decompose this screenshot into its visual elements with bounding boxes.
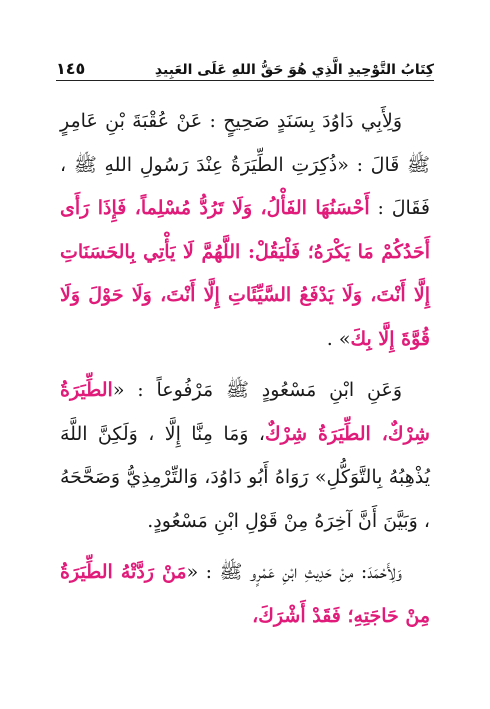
page-number: ١٤٥ [56,59,86,78]
hadith-text-highlighted: الطِّيَرَةُ شِرْكٌ، الطِّيَرَةُ شِرْكٌ [60,379,430,445]
narration-text-continued: ، وَمَا مِنَّا إِلَّا ، وَلَكِنَّ اللَّهَ يُذْهِبُهُ بِالتَّوَكُّلِ» رَوَاهُ أَبُو دَاوُدَ، وَالتِّرْمِذِيُّ وَصَحَّحَهُ ، وَبَيَّنَ أَنَّ آخِرَهُ مِنْ قَوْلِ ابْنِ مَسْعُودٍ. [60,422,430,532]
closing-quote: » . [326,327,351,350]
hadith-text-highlighted: مَنْ رَدَّتْهُ الطِّيَرَةُ مِنْ حَاجَتِهِ؛ فَقَدْ أَشْرَكَ، [60,561,430,627]
page-header [56,50,434,78]
paragraph-abu-dawud-uqba [60,100,430,361]
paragraph-ibn-masud [60,369,430,543]
page-body [60,100,430,646]
running-title: كِتَابُ التَّوْحِيدِ الَّذِي هُوَ حَقُّ اللهِ عَلَى العَبِيدِ [154,62,434,78]
narration-text: وَعَنِ ابْنِ مَسْعُودٍ ﷺ مَرْفُوعاً : « [112,379,402,401]
paragraph-ahmad-ibn-amr [60,551,430,638]
header-divider [56,80,434,81]
narration-text: وَلِأَبِي دَاوُدَ بِسَنَدٍ صَحِيحٍ : عَنْ عُقْبَةَ بْنِ عَامِرٍ ﷺ قَالَ : «ذُكِرَتِ الطِّيَرَةُ عِنْدَ رَسُولِ اللهِ ﷺ ، فَقَالَ : [60,110,430,219]
hadith-text-highlighted: أَحْسَنُهَا الفَأْلُ، وَلَا تَرُدُّ مُسْلِماً، فَإِذَا رَأَى أَحَدُكُمْ مَا يَكْرَهُ؛ فَلْيَقُلْ: اللَّهُمَّ لَا يَأْتِي بِالحَسَنَاتِ إِلَّا أَنْتَ، وَلَا يَدْفَعُ السَّيِّئَاتِ إِلَّا أَنْتَ، وَلَا حَوْلَ وَلَا قُوَّةَ إِلَّا بِكَ [60,197,430,350]
narration-text: وَلِأَحْمَدَ: مِنْ حَدِيثِ ابْنِ عَمْرٍو ﷺ : « [186,561,402,583]
